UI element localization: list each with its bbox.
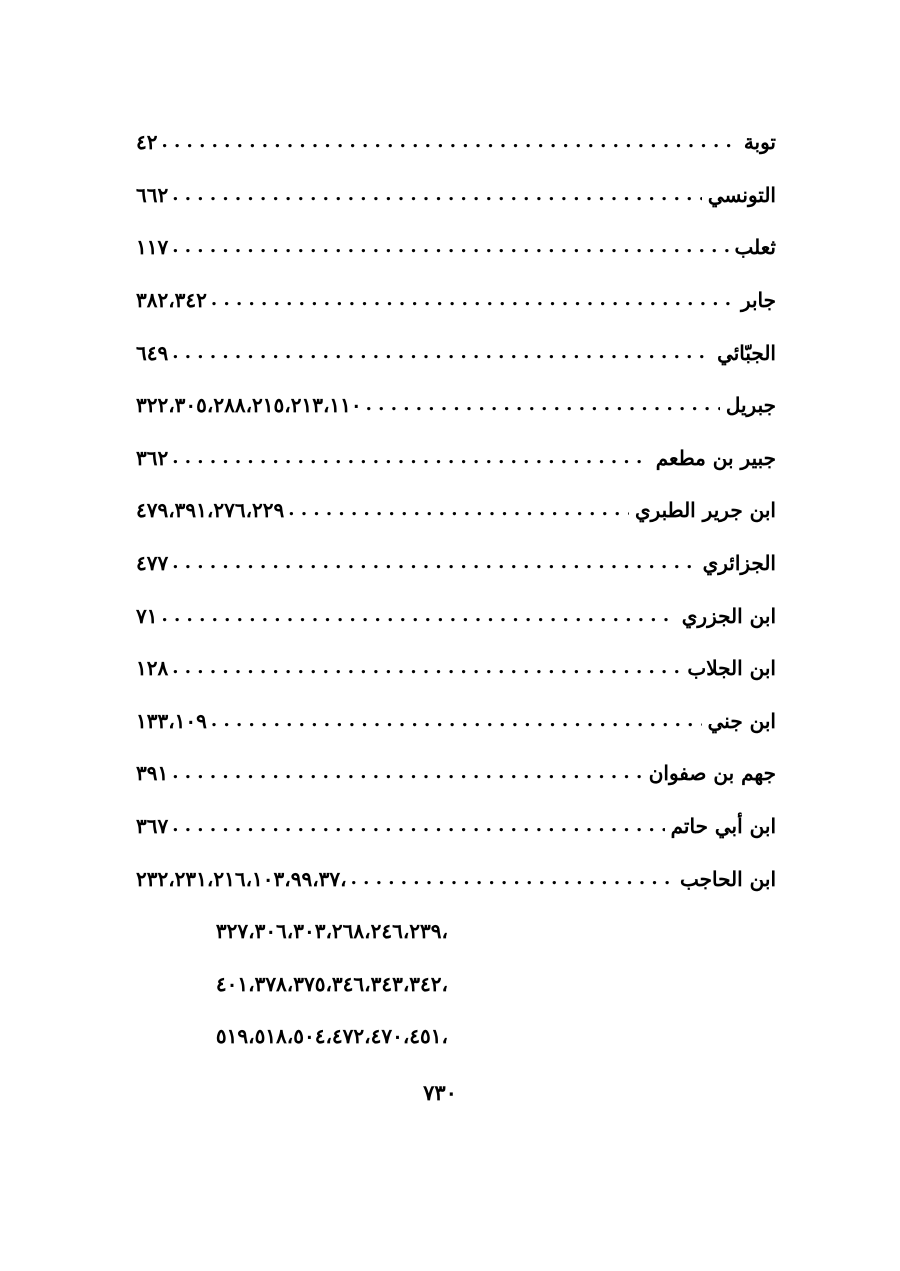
entry-name: التونسي bbox=[707, 182, 776, 207]
leader-dots bbox=[161, 607, 675, 625]
entry-pages: ٣٨٢،٣٤٢ bbox=[136, 288, 207, 313]
entry-pages: ١١٧ bbox=[136, 235, 169, 260]
entry-name: ثعلب bbox=[734, 235, 776, 260]
entry-pages: ٧١ bbox=[136, 603, 158, 628]
index-entry bbox=[136, 432, 776, 485]
leader-dots bbox=[172, 186, 702, 204]
entry-name: جهم بن صفوان bbox=[648, 761, 776, 786]
index-entry bbox=[136, 537, 776, 590]
entry-name: ابن جني bbox=[707, 708, 776, 733]
page-number: ٧٣٠ bbox=[423, 1080, 457, 1105]
continuation-line: ،٣٢٧،٣٠٦،٣٠٣،٢٦٨،٢٤٦،٢٣٩ bbox=[215, 919, 448, 944]
index-entry bbox=[136, 800, 776, 853]
entry-name: جبير بن مطعم bbox=[655, 445, 776, 470]
index-entry bbox=[136, 747, 776, 800]
index-entry bbox=[136, 484, 776, 537]
leader-dots bbox=[211, 291, 735, 309]
index-entry bbox=[136, 169, 776, 222]
index-entry bbox=[136, 326, 776, 379]
entry-name: ابن أبي حاتم bbox=[670, 814, 776, 839]
leader-dots bbox=[172, 659, 681, 677]
index-entry bbox=[136, 116, 776, 169]
entry-pages: ٤٧٩،٣٩١،٢٧٦،٢٢٩ bbox=[136, 498, 285, 523]
entry-pages: ٣٢٢،٣٠٥،٢٨٨،٢١٥،٢١٣،١١٠ bbox=[136, 393, 362, 418]
leader-dots bbox=[172, 238, 728, 256]
leader-dots bbox=[161, 133, 737, 151]
entry-pages: ٤٧٧ bbox=[136, 551, 169, 576]
leader-dots bbox=[172, 344, 711, 362]
leader-dots bbox=[288, 501, 629, 519]
index-entry bbox=[136, 695, 776, 748]
index-entry bbox=[136, 589, 776, 642]
entry-pages: ١٢٨ bbox=[136, 656, 169, 681]
leader-dots bbox=[366, 396, 720, 414]
index-list bbox=[136, 116, 776, 1063]
leader-dots bbox=[172, 554, 696, 572]
leader-dots bbox=[351, 870, 674, 888]
entry-pages: ١٣٣،١٠٩ bbox=[136, 708, 207, 733]
entry-pages: ٣٦٧ bbox=[136, 814, 169, 839]
entry-name: جابر bbox=[740, 288, 776, 313]
entry-name: ابن الجلاب bbox=[687, 656, 776, 681]
entry-name: ابن الحاجب bbox=[680, 866, 776, 891]
leader-dots bbox=[211, 712, 702, 730]
leader-dots bbox=[172, 449, 650, 467]
entry-name: جبريل bbox=[725, 393, 776, 418]
entry-pages: ٣٩١ bbox=[136, 761, 169, 786]
index-entry bbox=[136, 852, 776, 905]
index-entry bbox=[136, 642, 776, 695]
continuation-line: ،٤٠١،٣٧٨،٣٧٥،٣٤٦،٣٤٣،٣٤٢ bbox=[215, 971, 448, 996]
entry-pages: ٤٢ bbox=[136, 130, 158, 155]
index-entry bbox=[136, 379, 776, 432]
index-entry bbox=[136, 274, 776, 327]
entry-pages: ٣٦٢ bbox=[136, 445, 169, 470]
entry-pages: ٦٦٢ bbox=[136, 182, 169, 207]
entry-name: الجزائري bbox=[702, 551, 776, 576]
index-entry bbox=[136, 221, 776, 274]
entry-name: الجبّائي bbox=[717, 340, 776, 365]
leader-dots bbox=[172, 817, 664, 835]
entry-pages: ،٢٣٢،٢٣١،٢١٦،١٠٣،٩٩،٣٧ bbox=[136, 866, 347, 891]
entry-pages: ٦٤٩ bbox=[136, 340, 169, 365]
entry-name: ابن الجزري bbox=[681, 603, 776, 628]
continuation-line: ،٥١٩،٥١٨،٥٠٤،٤٧٢،٤٧٠،٤٥١ bbox=[215, 1024, 448, 1049]
entry-name: ابن جرير الطبري bbox=[634, 498, 776, 523]
leader-dots bbox=[172, 764, 642, 782]
entry-name: توبة bbox=[743, 130, 776, 155]
